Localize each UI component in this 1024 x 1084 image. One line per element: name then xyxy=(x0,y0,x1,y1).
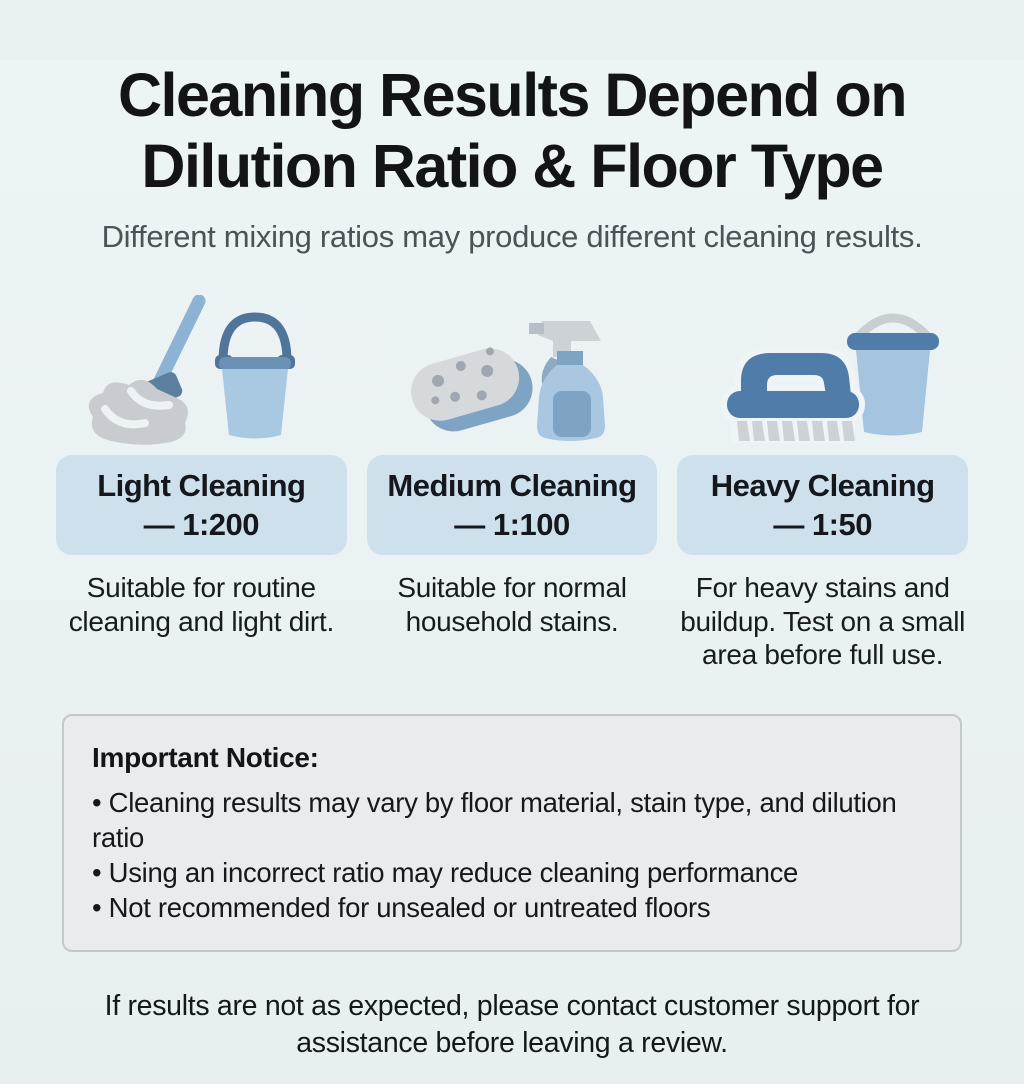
card-description: Suitable for routine cleaning and light dirt. xyxy=(68,572,334,637)
card-ratio: — 1:200 xyxy=(143,506,260,542)
mop-and-bucket-icon xyxy=(56,295,347,445)
card-label: Heavy Cleaning xyxy=(710,467,935,503)
column-medium-cleaning xyxy=(367,295,658,672)
footer-note: If results are not as expected, please contact customer support for assistance before leaving a review. xyxy=(104,989,920,1059)
scrub-brush-and-bucket-icon xyxy=(677,295,968,445)
notice-title: Important Notice: xyxy=(92,741,319,773)
card-description: For heavy stains and buildup. Test on a small area before full use. xyxy=(680,572,966,671)
infographic-page xyxy=(0,60,1024,1084)
notice-bullet-list xyxy=(92,786,932,926)
card-ratio: — 1:100 xyxy=(454,506,570,542)
page-title: Cleaning Results Depend on Dilution Ratio & Floor Type xyxy=(118,61,906,201)
notice-bullet: • Cleaning results may vary by floor material, stain type, and dilution ratio xyxy=(92,786,932,856)
card-description: Suitable for normal household stains. xyxy=(397,572,627,637)
notice-bullet: • Not recommended for unsealed or untreated floors xyxy=(92,891,932,926)
column-heavy-cleaning xyxy=(677,295,968,672)
card-ratio: — 1:50 xyxy=(773,506,872,542)
ratio-card-heavy xyxy=(677,455,968,555)
cleaning-level-columns xyxy=(0,295,1024,672)
ratio-card-medium xyxy=(367,455,658,555)
ratio-card-light xyxy=(56,455,347,555)
sponge-and-spray-bottle-icon xyxy=(367,295,658,445)
page-subtitle: Different mixing ratios may produce different cleaning results. xyxy=(101,218,923,254)
column-light-cleaning xyxy=(56,295,347,672)
card-label: Medium Cleaning xyxy=(387,467,637,503)
important-notice-box xyxy=(62,714,962,952)
card-label: Light Cleaning xyxy=(97,467,306,503)
notice-bullet: • Using an incorrect ratio may reduce cleaning performance xyxy=(92,856,932,891)
